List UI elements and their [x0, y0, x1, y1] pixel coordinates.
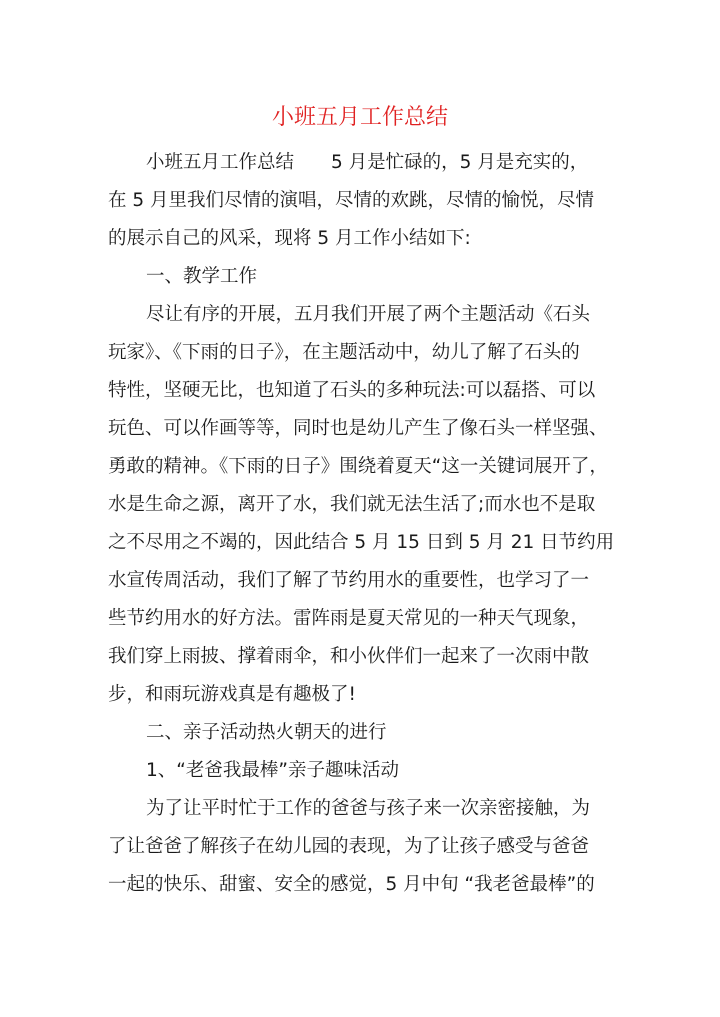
paragraph-line: 一起的快乐、甜蜜、安全的感觉，5 月中旬 “我老爸最棒”的 [108, 874, 595, 895]
paragraph-line: 玩家》、《下雨的日子》，在主题活动中，幼儿了解了石头的 [108, 342, 580, 363]
paragraph-line: 勇敢的精神。《下雨的日子》围绕着夏天“这一关键词展开了， [108, 456, 608, 477]
paragraph-line: 些节约用水的好方法。雷阵雨是夏天常见的一种天气现象， [108, 608, 590, 629]
document-title: 小班五月工作总结 [271, 105, 448, 130]
section-heading: 二、亲子活动热火朝天的进行 [146, 722, 387, 743]
paragraph-line: 为了让平时忙于工作的爸爸与孩子来一次亲密接触，为 [146, 798, 591, 819]
paragraph-line: 步，和雨玩游戏真是有趣极了! [108, 684, 356, 705]
paragraph-line: 之不尽用之不竭的，因此结合 5 月 15 日到 5 月 21 日节约用 [108, 532, 615, 553]
paragraph-line: 水宣传周活动，我们了解了节约用水的重要性，也学习了一 [108, 570, 590, 591]
paragraph-line: 尽让有序的开展，五月我们开展了两个主题活动《石头 [146, 304, 591, 325]
paragraph-line: 了让爸爸了解孩子在幼儿园的表现，为了让孩子感受与爸爸 [108, 836, 590, 857]
paragraph-line: 的展示自己的风采，现将 5 月工作小结如下: [108, 228, 471, 249]
paragraph-line: 特性，坚硬无比，也知道了石头的多种玩法:可以磊搭、可以 [108, 380, 596, 401]
paragraph-line: 我们穿上雨披、撑着雨伞，和小伙伴们一起来了一次雨中散 [108, 646, 590, 667]
paragraph-line: 在 5 月里我们尽情的演唱，尽情的欢跳，尽情的愉悦，尽情 [108, 190, 595, 211]
paragraph-line: 玩色、可以作画等等，同时也是幼儿产生了像石头一样坚强、 [108, 418, 608, 439]
paragraph-line: 水是生命之源，离开了水，我们就无法生活了;而水也不是取 [108, 494, 596, 515]
section-heading: 一、教学工作 [146, 266, 258, 287]
paragraph-line: 小班五月工作总结 5 月是忙碌的，5 月是充实的， [146, 152, 589, 173]
subsection-heading: 1、“老爸我最棒”亲子趣味活动 [146, 760, 399, 781]
